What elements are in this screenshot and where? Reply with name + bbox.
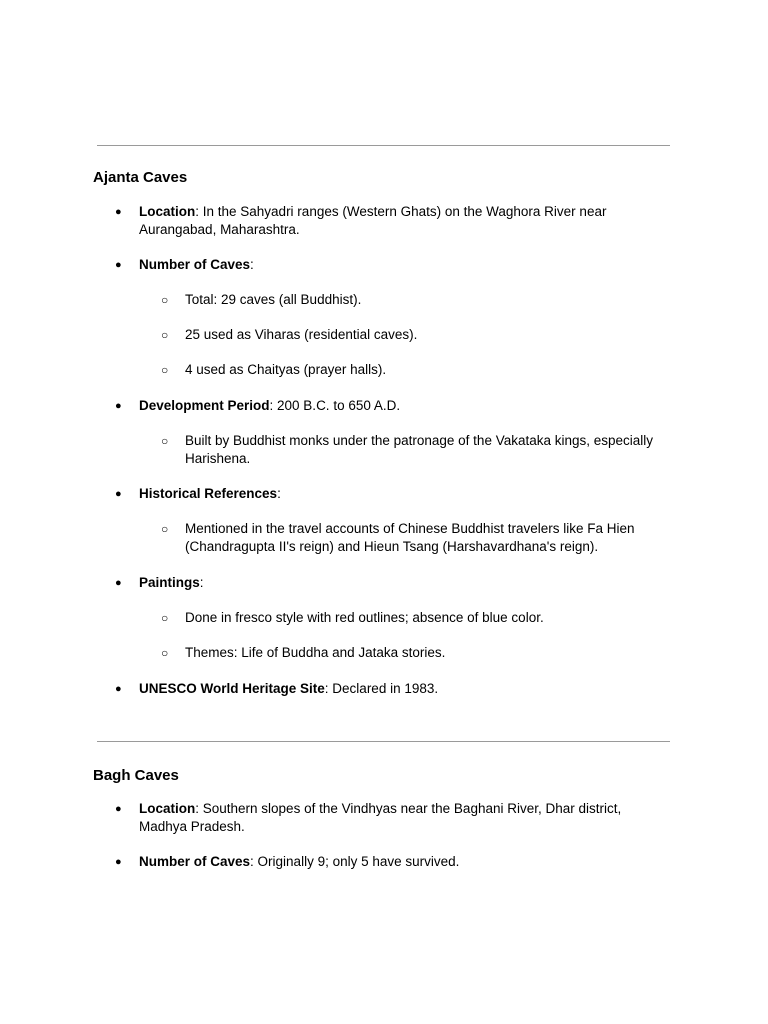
circle-bullet-icon: ○ [161,522,169,536]
sub-list-item [161,291,670,309]
bullet-icon: ● [115,259,122,271]
item-text: : In the Sahyadri ranges (Western Ghats) on the Waghora River near Aurangabad, Maharashtra. [139,204,607,237]
sub-list-item [161,361,670,379]
item-text: : 200 B.C. to 650 A.D. [269,398,401,413]
item-label: Location [139,204,196,219]
sub-list-item [161,609,670,627]
section-title-ajanta: Ajanta Caves [93,169,188,186]
sub-item-text: Built by Buddhist monks under the patronage of the Vakataka kings, especially Harishena. [185,433,654,466]
sub-item-text: 4 used as Chaityas (prayer halls). [185,362,387,377]
section-divider [97,145,670,146]
list-item-number-of-caves [115,256,649,274]
bullet-icon: ● [115,400,122,412]
sub-list-item [161,644,670,662]
sub-list-item [161,432,670,468]
item-text: : [199,575,204,590]
circle-bullet-icon: ○ [161,293,169,307]
circle-bullet-icon: ○ [161,611,169,625]
sub-item-text: Total: 29 caves (all Buddhist). [185,292,362,307]
bullet-icon: ● [115,856,122,868]
item-label: Location [139,801,196,816]
item-label: Number of Caves [139,854,251,869]
bullet-icon: ● [115,206,122,218]
sub-item-text: Done in fresco style with red outlines; absence of blue color. [185,610,544,625]
circle-bullet-icon: ○ [161,363,169,377]
sub-list-item [161,520,670,556]
list-item-location [115,800,649,836]
item-text: : [277,486,281,501]
bullet-icon: ● [115,577,122,589]
item-text: : Southern slopes of the Vindhyas near the Baghani River, Dhar district, Madhya Pradesh. [139,801,622,834]
bullet-icon: ● [115,488,122,500]
section-title-bagh: Bagh Caves [93,767,179,784]
item-text: : Declared in 1983. [324,681,439,696]
list-item-unesco [115,680,649,698]
list-item-historical-references [115,485,649,503]
sub-item-text: 25 used as Viharas (residential caves). [185,327,418,342]
circle-bullet-icon: ○ [161,328,169,342]
item-label: Number of Caves [139,257,251,272]
sub-item-text: Mentioned in the travel accounts of Chinese Buddhist travelers like Fa Hien (Chandragupta II's reign) and Hieun Tsang (Harshavardhana's reign). [185,521,635,554]
bullet-icon: ● [115,803,122,815]
sub-list-item [161,326,670,344]
list-item-number-of-caves [115,853,649,871]
bullet-icon: ● [115,683,122,695]
circle-bullet-icon: ○ [161,434,169,448]
list-item-paintings [115,574,649,592]
item-label: Paintings [139,575,200,590]
circle-bullet-icon: ○ [161,646,169,660]
list-item-location [115,203,649,239]
item-text: : Originally 9; only 5 have survived. [250,854,460,869]
sub-item-text: Themes: Life of Buddha and Jataka stories. [185,645,446,660]
item-label: Development Period [139,398,270,413]
section-divider [97,741,670,742]
item-label: UNESCO World Heritage Site [139,681,325,696]
list-item-development-period [115,397,649,415]
item-text: : [250,257,254,272]
item-label: Historical References [139,486,278,501]
